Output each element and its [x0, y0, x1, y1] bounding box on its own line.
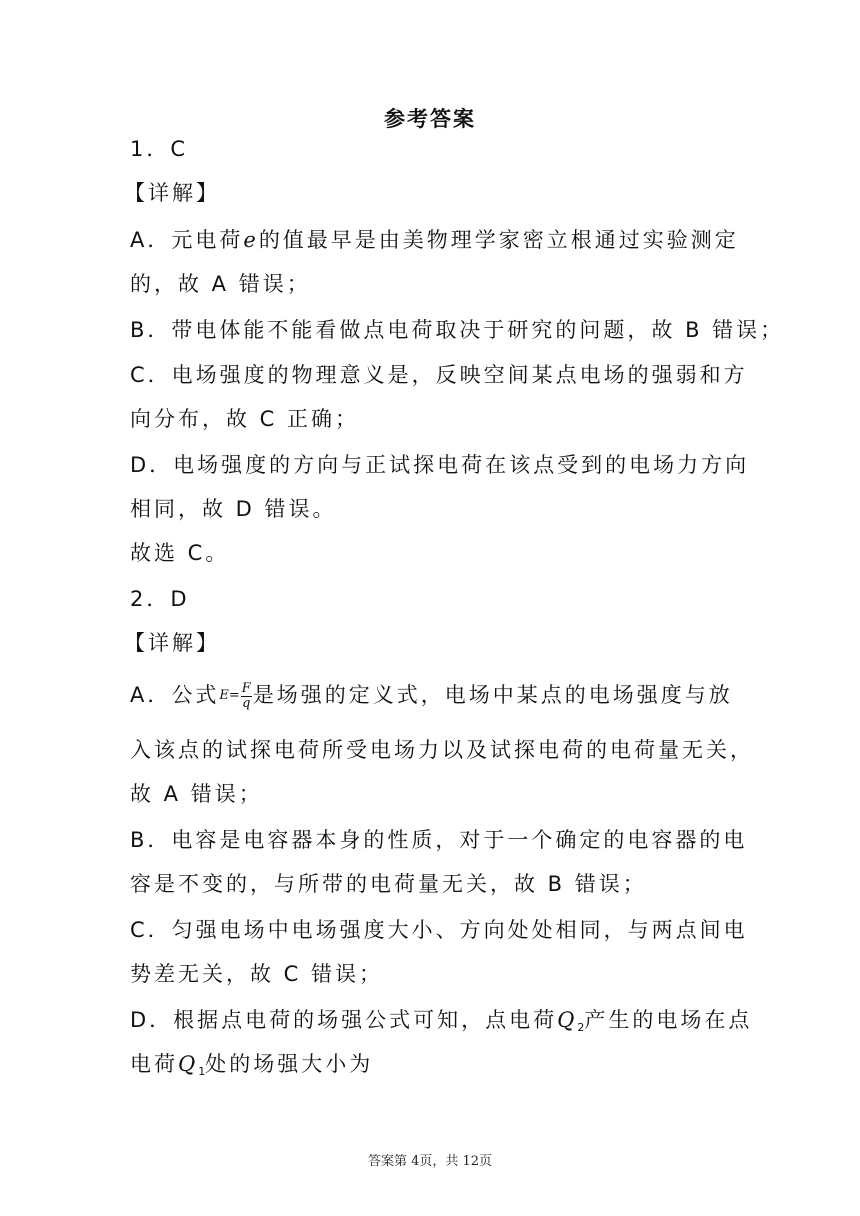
q2-option-a-line2: 入该点的试探电荷所受电场力以及试探电荷的电荷量无关， — [130, 738, 754, 762]
q2-a-text-pre: A．公式 — [130, 683, 220, 707]
q1-a-var-e: e — [243, 228, 259, 252]
formula-lhs: E — [219, 688, 229, 703]
q2-option-b-line2: 容是不变的，与所带的电荷量无关，故 B 错误； — [130, 872, 647, 896]
q1-detail-header: 【详解】 — [124, 181, 220, 205]
q2-d2-text-pre: 电荷 — [130, 1052, 178, 1076]
q2-option-d-line2 — [130, 1049, 373, 1087]
q2-d-text-pre: D．根据点电荷的场强公式可知，点电荷 — [130, 1008, 558, 1032]
q2-d-text-post: 产生的电场在点 — [584, 1008, 753, 1032]
q1-number: 1．C — [130, 137, 189, 161]
q2-d2-var-q-sub: 1 — [198, 1065, 206, 1078]
q2-option-b-line1: B．电容是电容器本身的性质，对于一个确定的电容器的电 — [130, 828, 748, 852]
q1-option-c-line2: 向分布，故 C 正确； — [130, 407, 360, 431]
q2-a-text-post: 是场强的定义式，电场中某点的电场强度与放 — [252, 683, 733, 707]
q2-d2-var-q: Q — [178, 1052, 199, 1076]
q2-option-a-line1 — [130, 680, 733, 711]
q1-option-d-line1: D．电场强度的方向与正试探电荷在该点受到的电场力方向 — [130, 453, 750, 477]
q2-option-d-line1 — [130, 1005, 752, 1043]
q2-d-var-q: Q — [557, 1008, 578, 1032]
q2-option-c-line1: C．匀强电场中电场强度大小、方向处处相同，与两点间电 — [130, 918, 748, 942]
q1-a-text-post: 的值最早是由美物理学家密立根通过实验测定 — [258, 228, 739, 252]
q2-detail-header: 【详解】 — [124, 631, 220, 655]
q2-number: 2．D — [130, 587, 190, 611]
formula-numerator: F — [241, 680, 251, 696]
formula-equals: = — [228, 688, 240, 703]
q1-option-b: B．带电体能不能看做点电荷取决于研究的问题，故 B 错误； — [130, 318, 785, 342]
q1-a-text-pre: A．元电荷 — [130, 228, 244, 252]
q1-option-a-line1 — [130, 225, 739, 255]
q1-option-a-line2: 的，故 A 错误； — [130, 272, 311, 296]
q1-option-d-line2: 相同，故 D 错误。 — [130, 497, 337, 521]
q2-d2-text-post: 处的场强大小为 — [205, 1052, 374, 1076]
q2-option-a-line3: 故 A 错误； — [130, 782, 263, 806]
q1-conclusion: 故选 C。 — [130, 541, 230, 565]
page-title: 参考答案 — [384, 107, 476, 131]
page-footer: 答案第 4页，共 12页 — [367, 1154, 493, 1169]
q1-option-c-line1: C．电场强度的物理意义是，反映空间某点电场的强弱和方 — [130, 363, 748, 387]
q2-d-var-q-sub: 2 — [577, 1021, 585, 1034]
formula-denominator: q — [242, 695, 251, 711]
formula-fraction — [241, 682, 252, 711]
q2-option-c-line2: 势差无关，故 C 错误； — [130, 962, 384, 986]
